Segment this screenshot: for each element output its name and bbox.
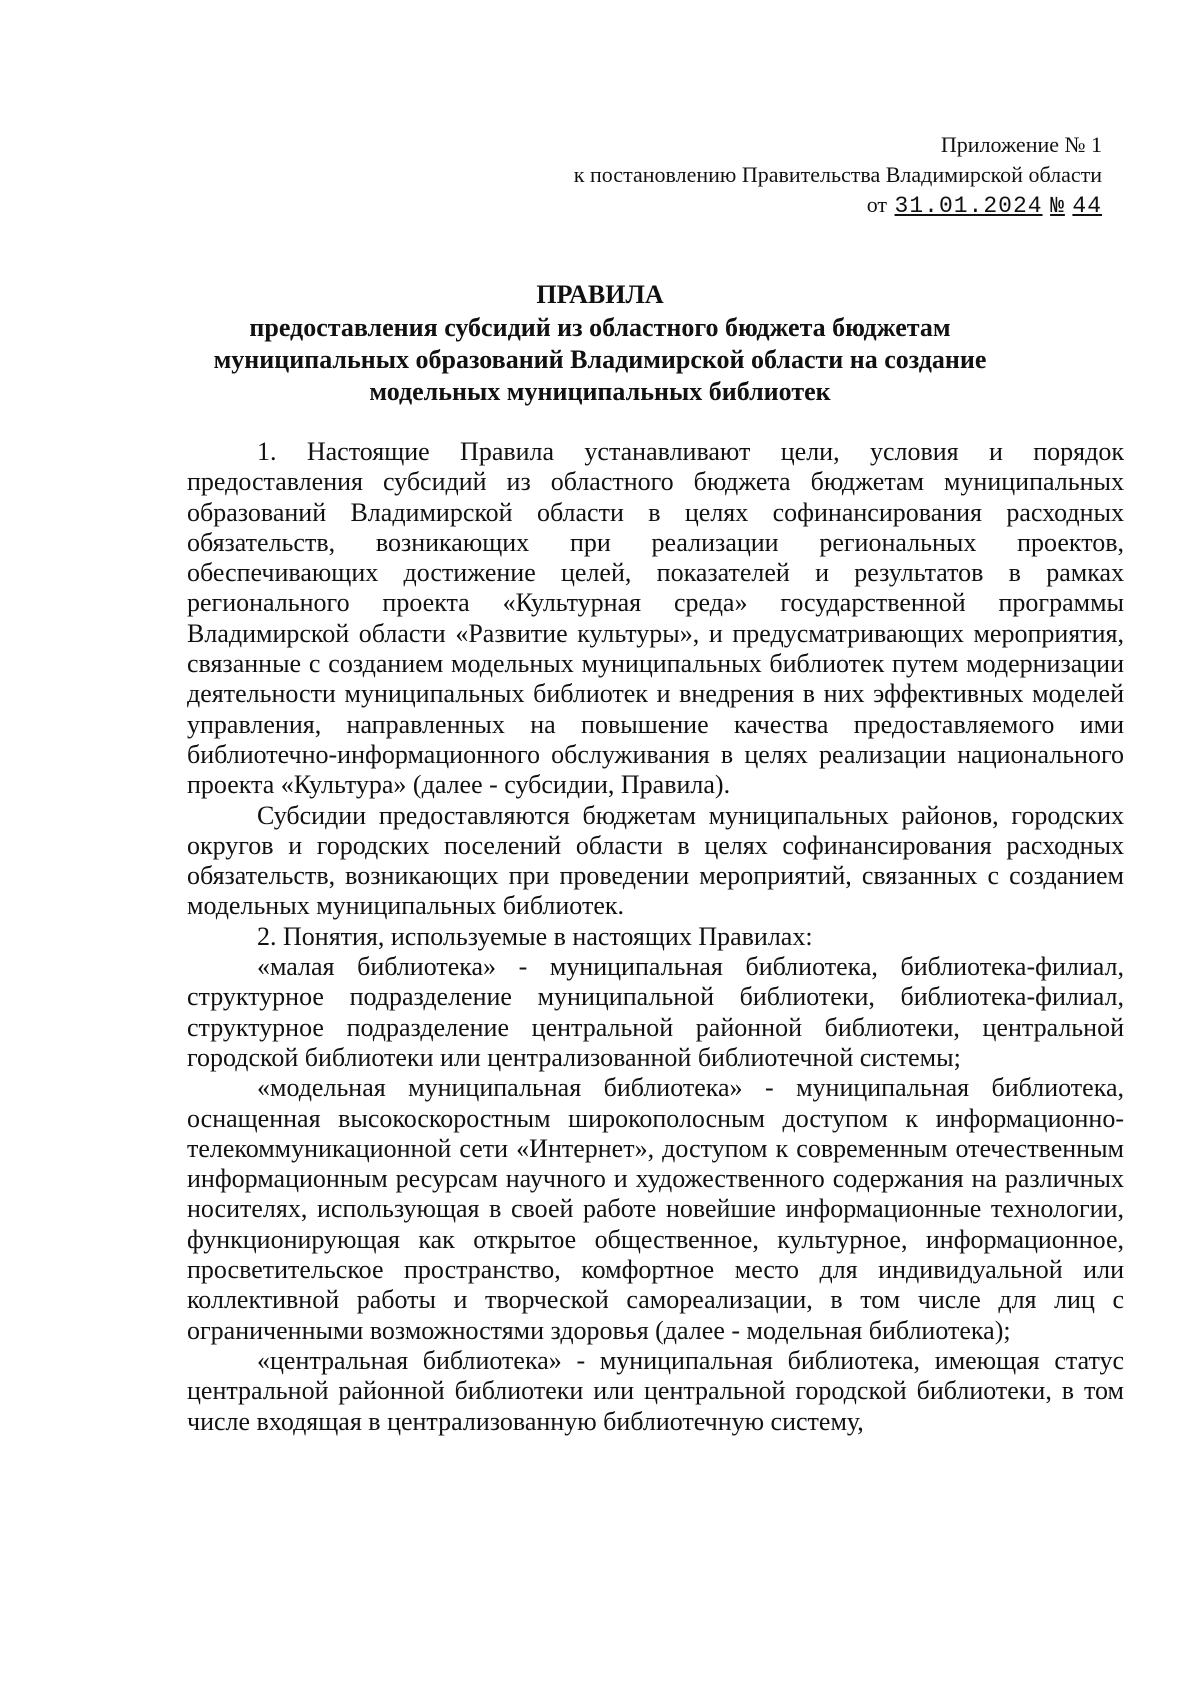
paragraph-1: 1. Настоящие Правила устанавливают цели, условия и порядок предоставления субсидий из областного бюджета бюджетам муниципальных образований Владимирской области в целях софинансирования расходных обязательств, возникающих при реализации региональных проектов, обеспечивающих достижение целей, показателей и результатов в рамках регионального проекта «Культурная среда» государственной программы Владимирской области «Развитие культуры», и предусматривающих мероприятия, связанные с созданием модельных муниципальных библиотек путем модернизации деятельности муниципальных библиотек и внедрения в них эффективных моделей управления, направленных на повышение качества предоставляемого ими библиотечно-информационного обслуживания в целях реализации национального проекта «Культура» (далее - субсидии, Правила). bbox=[187, 437, 1124, 800]
document-header bbox=[574, 130, 1102, 221]
resolution-date-line bbox=[574, 190, 1102, 221]
paragraph-2: Субсидии предоставляются бюджетам муниципальных районов, городских округов и городских поселений области в целях софинансирования расходных обязательств, возникающих при проведении мероприятий, связанных с созданием модельных муниципальных библиотек. bbox=[187, 800, 1124, 921]
resolution-reference: к постановлению Правительства Владимирской области bbox=[573, 162, 1102, 187]
paragraph-5: «модельная муниципальная библиотека» - муниципальная библиотека, оснащенная высокоскоростным широкополосным доступом к информационно-телекоммуникационной сети «Интернет», доступом к современным отечественным информационным ресурсам научного и художественного содержания на различных носителях, использующая в своей работе новейшие информационные технологии, функционирующая как открытое общественное, культурное, информационное, просветительское пространство, комфортное место для индивидуальной или коллективной работы и творческой самореализации, в том числе для лиц с ограниченными возможностями здоровья (далее - модельная библиотека); bbox=[187, 1073, 1124, 1345]
paragraph-4: «малая библиотека» - муниципальная библиотека, библиотека-филиал, структурное подразделение муниципальной библиотеки, библиотека-филиал, структурное подразделение центральной районной библиотеки, центральной городской библиотеки или централизованной библиотечной системы; bbox=[187, 952, 1124, 1072]
resolution-date: 31.01.2024 bbox=[894, 193, 1043, 219]
paragraph-3: 2. Понятия, используемые в настоящих Правилах: bbox=[257, 921, 813, 951]
document-title: ПРАВИЛА bbox=[536, 280, 664, 309]
paragraph-6: «центральная библиотека» - муниципальная библиотека, имеющая статус центральной районной библиотеки или центральной городской библиотеки, в том числе входящая в централизованную библиотечную систему, bbox=[187, 1345, 1124, 1436]
resolution-number: 44 bbox=[1072, 193, 1102, 219]
number-label: № bbox=[1050, 193, 1065, 219]
document-body bbox=[187, 437, 1124, 1437]
appendix-label: Приложение № 1 bbox=[940, 132, 1102, 157]
from-label: от bbox=[866, 192, 888, 217]
document-subtitle: предоставления субсидий из областного бюджета бюджетам муниципальных образований Владимирской области на создание модельных муниципальных библиотек bbox=[213, 313, 987, 406]
